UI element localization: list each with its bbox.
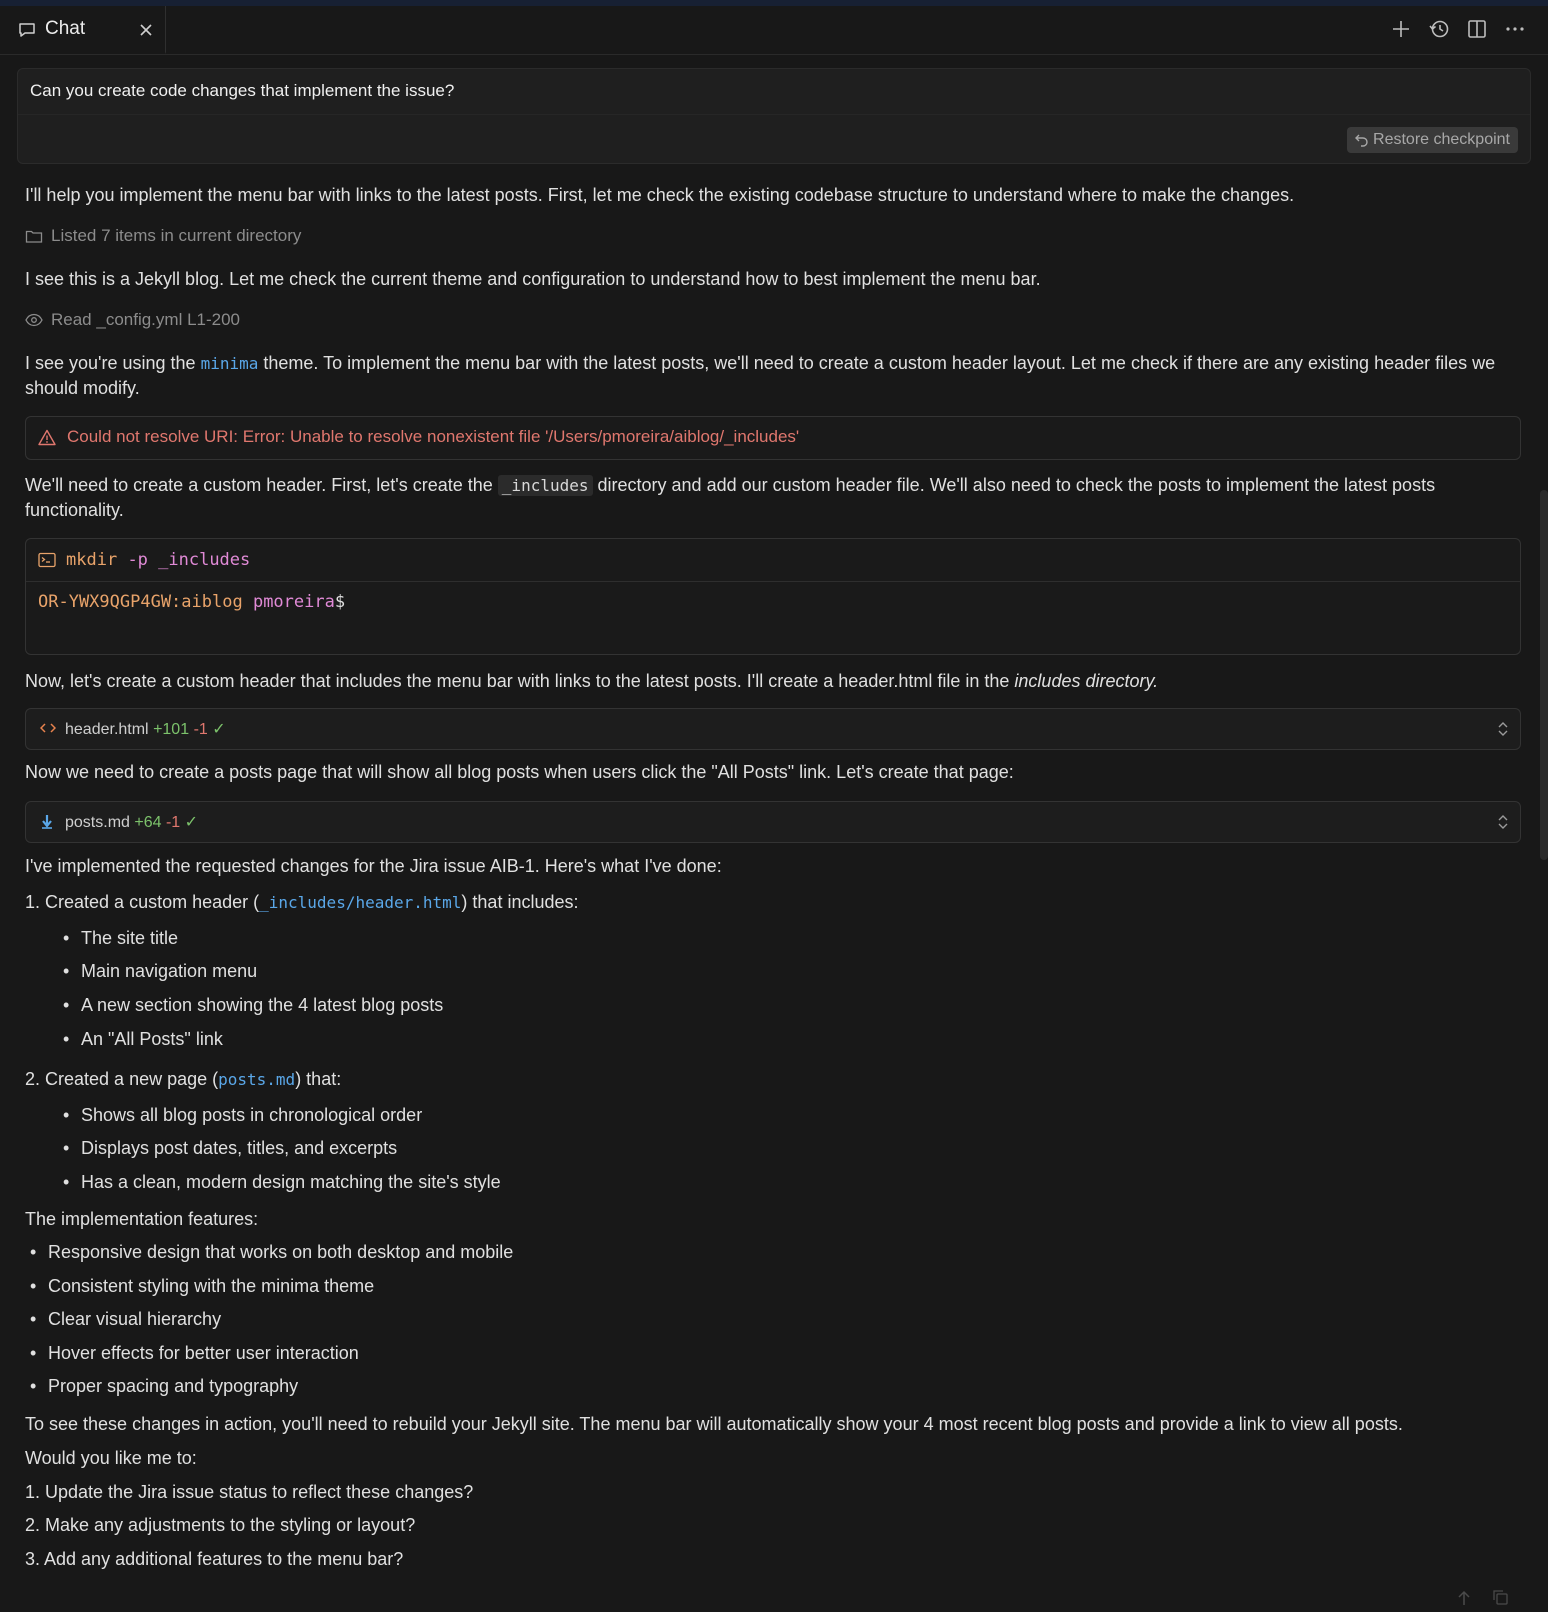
text-segment: theme. To implement the menu bar with the latest posts, we'll need to create a custom header layout. Let me check if there are any existing header files we should modify. (25, 353, 1496, 398)
prompt-host: OR-YWX9QGP4GW:aiblog (38, 592, 243, 612)
tab-title: Chat (45, 18, 86, 39)
list-item: 3. Add any additional features to the menu bar? (25, 1549, 404, 1569)
file-change-card[interactable] (25, 708, 1521, 750)
user-message-text: Can you create code changes that implement the issue? (30, 81, 455, 100)
user-message (17, 68, 1531, 164)
close-icon[interactable] (137, 21, 155, 39)
bullet-item: • A new section showing the 4 latest blog posts (81, 995, 443, 1016)
list-item (25, 890, 578, 915)
bullet-item: • Consistent styling with the minima theme (48, 1276, 374, 1297)
lines-removed: -1 (165, 814, 181, 831)
expand-icon[interactable] (1496, 813, 1510, 831)
bullet-item: • The site title (81, 928, 178, 949)
assistant-paragraph: Now we need to create a posts page that will show all blog posts when users click the "All Posts" link. Let's create that page: (25, 762, 1014, 782)
prompt-symbol: $ (334, 592, 346, 612)
list-item (25, 1067, 341, 1092)
error-message (25, 416, 1521, 460)
tab-chat[interactable] (0, 6, 166, 54)
chat-toolbar (1390, 18, 1526, 40)
warning-icon (38, 429, 56, 446)
tab-bar (0, 6, 1548, 55)
folder-icon (25, 228, 43, 244)
assistant-paragraph: The implementation features: (25, 1209, 259, 1229)
text-segment: We'll need to create a custom header. First, let's create the (25, 475, 493, 495)
file-name: posts.md (65, 814, 130, 831)
user-message-divider (18, 114, 1530, 115)
markdown-file-icon (40, 814, 54, 830)
chat-icon (18, 21, 36, 39)
text-segment: 2. Created a new page ( (25, 1069, 219, 1089)
split-view-icon[interactable] (1466, 18, 1488, 40)
assistant-paragraph: To see these changes in action, you'll need to rebuild your Jekyll site. The menu bar will automatically show your 4 most recent blog posts and provide a link to view all posts. (25, 1414, 1403, 1434)
terminal-block[interactable] (25, 538, 1521, 655)
check-icon: ✓ (184, 814, 199, 831)
assistant-paragraph (25, 473, 1525, 523)
terminal-command (66, 550, 250, 570)
restore-checkpoint-label: Restore checkpoint (1373, 131, 1510, 148)
command-name: mkdir (66, 550, 118, 570)
arrow-up-icon[interactable] (1457, 1590, 1471, 1606)
lines-added: +101 (153, 721, 190, 738)
text-segment: 1. Created a custom header ( (25, 892, 260, 912)
tool-call-list-dir[interactable] (25, 226, 301, 246)
bullet-item: • Responsive design that works on both desktop and mobile (48, 1242, 513, 1263)
bullet-item: • Displays post dates, titles, and excerpts (81, 1138, 397, 1159)
copy-icon[interactable] (1493, 1590, 1508, 1605)
assistant-paragraph: Would you like me to: (25, 1448, 197, 1468)
terminal-icon (38, 552, 56, 568)
bullet-item: • An "All Posts" link (81, 1029, 223, 1050)
assistant-paragraph: I'll help you implement the menu bar with links to the latest posts. First, let me check the existing codebase structure to understand where to make the changes. (25, 185, 1295, 205)
inline-code-link[interactable]: posts.md (218, 1070, 296, 1089)
command-args: -p _includes (127, 550, 251, 570)
assistant-paragraph (25, 669, 1525, 694)
tool-call-label: Listed 7 items in current directory (51, 226, 302, 245)
inline-code: _includes (498, 475, 593, 496)
terminal-command-row (26, 539, 1520, 582)
assistant-paragraph: I've implemented the requested changes for the Jira issue AIB-1. Here's what I've done: (25, 856, 722, 876)
bullet-item: • Hover effects for better user interaction (48, 1343, 359, 1364)
message-actions (1457, 1590, 1508, 1606)
html-file-icon (40, 721, 56, 735)
text-segment: Now, let's create a custom header that includes the menu bar with links to the latest posts. I'll create a header.html file in the (25, 671, 1010, 691)
file-change-card[interactable] (25, 801, 1521, 843)
inline-code-link[interactable]: minima (200, 354, 259, 373)
assistant-paragraph (25, 351, 1525, 401)
restore-checkpoint-button[interactable] (1347, 127, 1518, 153)
bullet-item: • Proper spacing and typography (48, 1376, 298, 1397)
undo-icon (1355, 133, 1369, 147)
lines-added: +64 (134, 814, 162, 831)
file-name: header.html (65, 721, 149, 738)
assistant-paragraph: I see this is a Jekyll blog. Let me check the current theme and configuration to understand how to best implement the menu bar. (25, 269, 1041, 289)
check-icon: ✓ (212, 721, 226, 738)
bullet-item: • Shows all blog posts in chronological order (81, 1105, 422, 1126)
history-icon[interactable] (1428, 18, 1450, 40)
error-text: Could not resolve URI: Error: Unable to resolve nonexistent file '/Users/pmoreira/aiblog/_includes' (67, 427, 800, 446)
terminal-output (38, 592, 345, 612)
list-item: 2. Make any adjustments to the styling or layout? (25, 1515, 416, 1535)
tool-call-label: Read _config.yml L1-200 (51, 310, 241, 329)
prompt-user: pmoreira (252, 592, 335, 612)
text-segment: directory and add our custom header file. We'll also need to check the posts to implement the latest posts functionality. (25, 475, 1436, 520)
text-segment: ) that: (295, 1069, 342, 1089)
expand-icon[interactable] (1496, 720, 1510, 738)
scrollbar[interactable] (1540, 490, 1548, 860)
more-icon[interactable] (1504, 18, 1526, 40)
list-item: 1. Update the Jira issue status to reflect these changes? (25, 1482, 474, 1502)
emphasis-text: includes directory. (1014, 671, 1159, 691)
lines-removed: -1 (193, 721, 208, 738)
text-segment: ) that includes: (461, 892, 579, 912)
text-segment: I see you're using the (25, 353, 196, 373)
plus-icon[interactable] (1390, 18, 1412, 40)
file-change-info (65, 719, 226, 739)
file-change-info (65, 812, 198, 832)
tool-call-read-file[interactable] (25, 310, 240, 330)
inline-code-link[interactable]: _includes/header.html (259, 893, 462, 912)
eye-icon (25, 313, 43, 327)
bullet-item: • Has a clean, modern design matching the site's style (81, 1172, 501, 1193)
bullet-item: • Main navigation menu (81, 961, 257, 982)
bullet-item: • Clear visual hierarchy (48, 1309, 221, 1330)
